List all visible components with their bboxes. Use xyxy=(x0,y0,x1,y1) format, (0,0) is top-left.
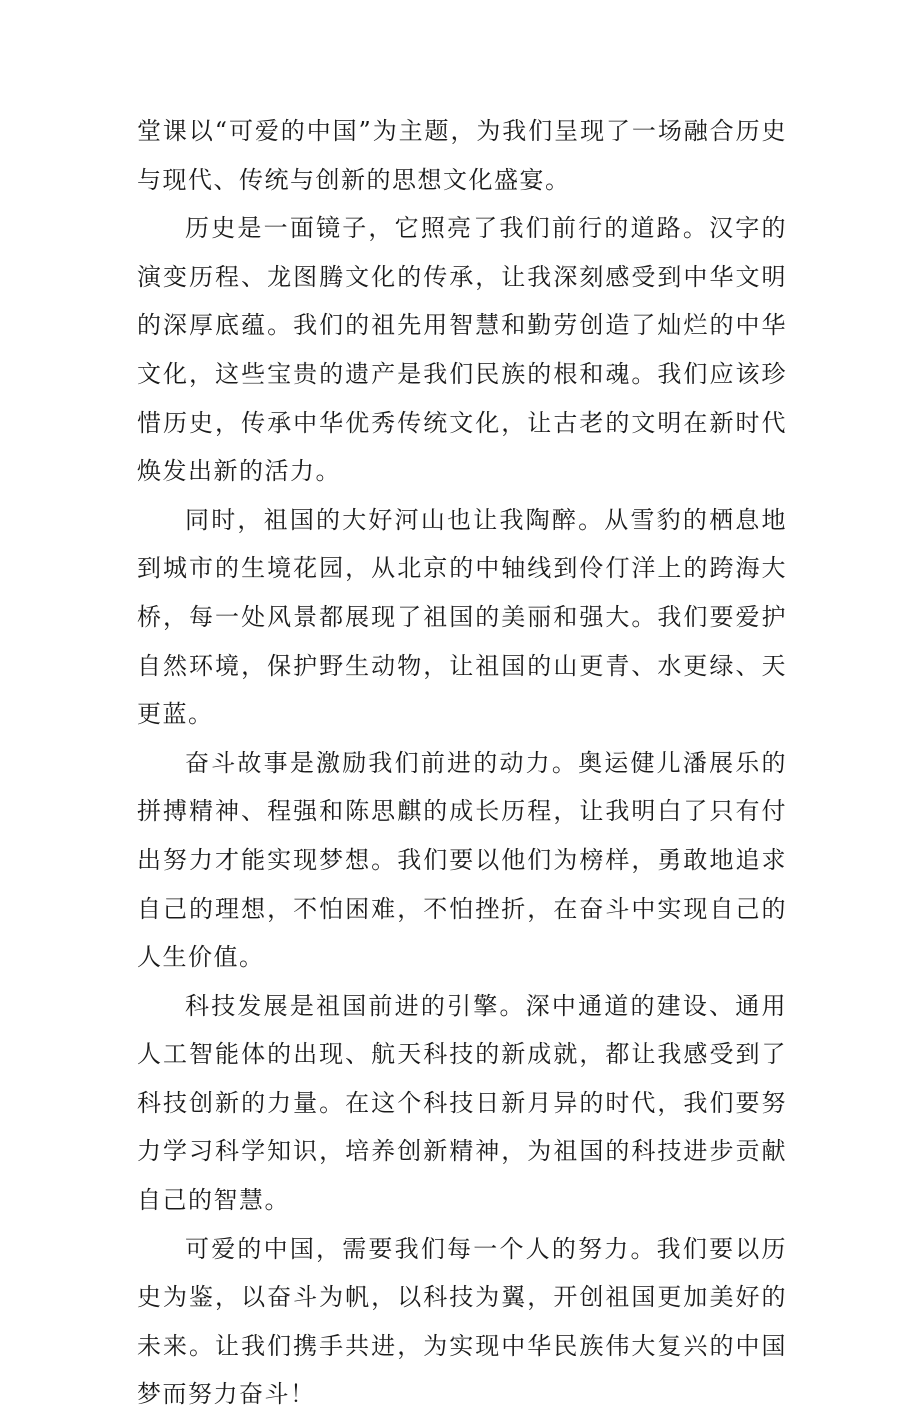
paragraph-4: 奋斗故事是激励我们前进的动力。奥运健儿潘展乐的拼搏精神、程强和陈思麒的成长历程，让我明白了只有付出努力才能实现梦想。我们要以他们为榜样，勇敢地追求自己的理想，不怕困难，不怕挫折，在奋斗中实现自己的人生价值。 xyxy=(137,748,787,972)
paragraph-5: 科技发展是祖国前进的引擎。深中通道的建设、通用人工智能体的出现、航天科技的新成就，都让我感受到了科技创新的力量。在这个科技日新月异的时代，我们要努力学习科学知识，培养创新精神，为祖国的科技进步贡献自己的智慧。 xyxy=(137,991,787,1215)
paragraph-6: 可爱的中国，需要我们每一个人的努力。我们要以历史为鉴，以奋斗为帆，以科技为翼，开创祖国更加美好的未来。让我们携手共进，为实现中华民族伟大复兴的中国梦而努力奋斗！ xyxy=(137,1234,787,1409)
paragraph-3: 同时，祖国的大好河山也让我陶醉。从雪豹的栖息地到城市的生境花园，从北京的中轴线到伶仃洋上的跨海大桥，每一处风景都展现了祖国的美丽和强大。我们要爱护自然环境，保护野生动物，让祖国的山更青、水更绿、天更蓝。 xyxy=(137,505,787,729)
paragraph-1: 堂课以“可爱的中国”为主题，为我们呈现了一场融合历史与现代、传统与创新的思想文化盛宴。 xyxy=(137,117,787,194)
document-body xyxy=(137,107,787,1419)
paragraph-2: 历史是一面镜子，它照亮了我们前行的道路。汉字的演变历程、龙图腾文化的传承，让我深刻感受到中华文明的深厚底蕴。我们的祖先用智慧和勤劳创造了灿烂的中华文化，这些宝贵的遗产是我们民族的根和魂。我们应该珍惜历史，传承中华优秀传统文化，让古老的文明在新时代焕发出新的活力。 xyxy=(137,214,787,486)
